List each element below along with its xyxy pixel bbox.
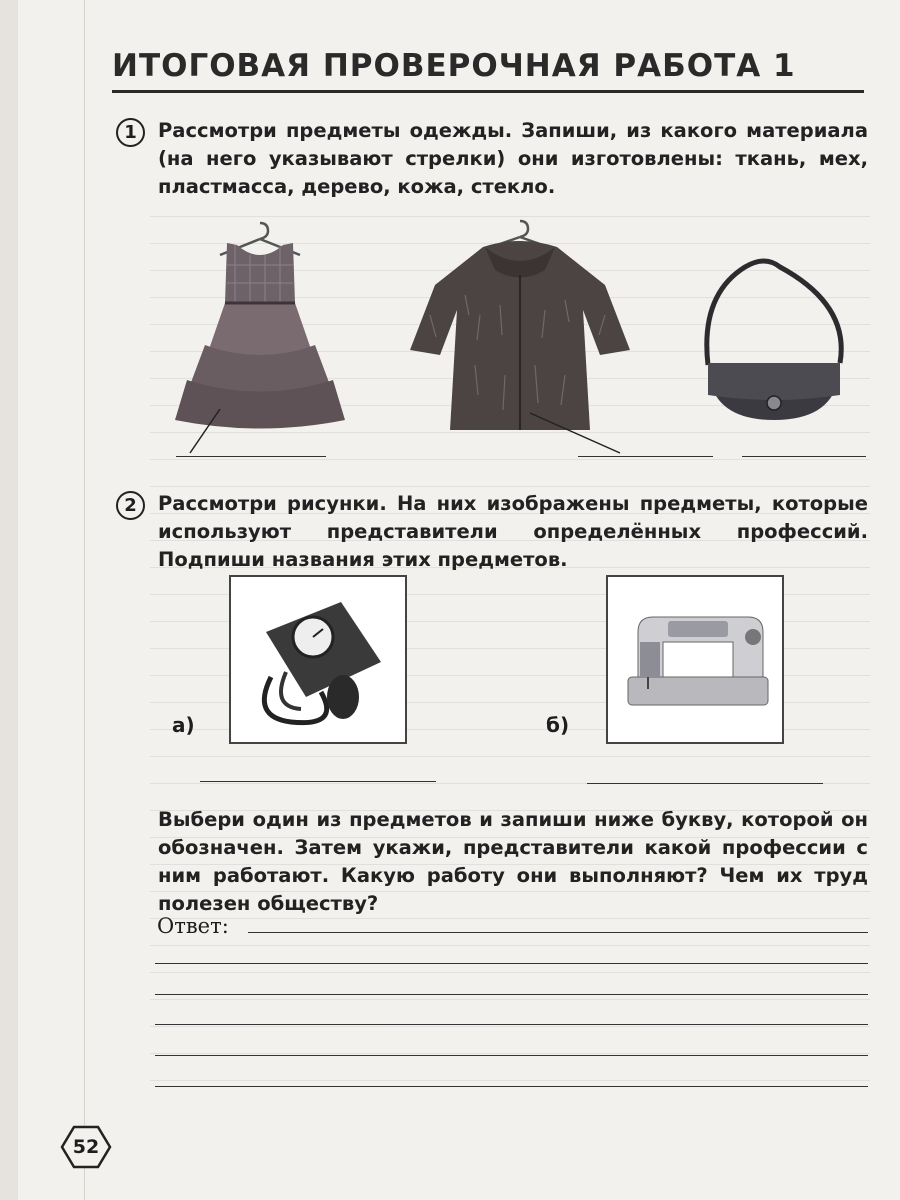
picture-frame-b [606,575,784,744]
answer-line-4 [155,1024,868,1025]
picture-frame-a [229,575,407,744]
answer-label: Ответ: [157,914,229,938]
task-1-text: Рассмотри предметы одежды. Запиши, из какого материала (на него указывают стрелки) они изготовлены: ткань, мех, пластмасса, дерево, кожа, стекло. [158,119,868,198]
label-b: б) [546,713,570,737]
tonometer-icon [231,577,405,742]
dress-answer-line [176,456,326,457]
task-2-number: 2 [116,491,145,520]
answer-line-2 [155,963,868,964]
answer-line-1 [248,932,868,933]
handbag-answer-line [742,456,866,457]
sewing-machine-icon [608,577,782,742]
answer-line-a [200,781,436,782]
page-fold-line [84,0,85,1200]
answer-line-3 [155,994,868,995]
answer-line-b [587,783,823,784]
page-number: 52 [72,1136,100,1158]
label-a: а) [172,713,195,737]
dress-icon [165,215,355,435]
title-underline [112,90,864,93]
task-1-number: 1 [116,118,145,147]
page-edge [0,0,18,1200]
dress-arrow [170,405,310,461]
handbag-icon [690,255,865,425]
task-2-instruction: Выбери один из предметов и запиши ниже букву, которой он обозначен. Затем укажи, представители какой профессии с ним работают. Какую работу они выполняют? Чем их труд полезен обществу? [158,808,868,915]
fur-coat-answer-line [578,456,713,457]
page-title: ИТОГОВАЯ ПРОВЕРОЧНАЯ РАБОТА 1 [112,48,796,84]
task-2-text: Рассмотри рисунки. На них изображены предметы, которые используют представители определённых профессий. Подпиши названия этих предметов. [158,492,868,571]
answer-line-6 [155,1086,868,1087]
answer-line-5 [155,1055,868,1056]
